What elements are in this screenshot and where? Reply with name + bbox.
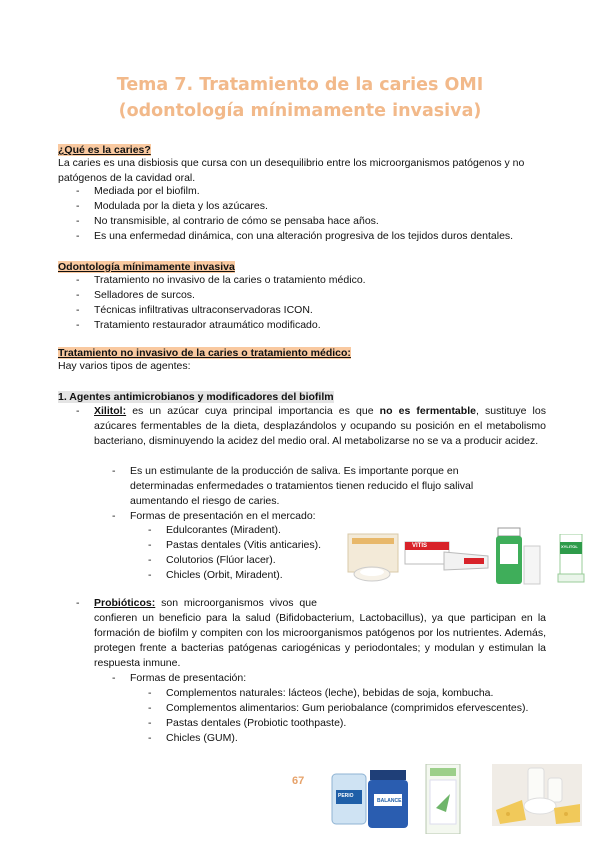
probioticos-point-formas: Formas de presentación: xyxy=(130,672,247,684)
list-item: - Mediada por el biofilm. xyxy=(76,185,200,197)
balance-label: BALANCE xyxy=(377,798,402,804)
xylitol-label: XYLITOL xyxy=(561,544,578,549)
probioticos-first-line xyxy=(94,596,364,611)
omi-list xyxy=(76,273,546,333)
probioticos-text-a: son microorganismos vivos que xyxy=(155,597,317,609)
xilitol-paragraph xyxy=(94,404,546,449)
subheading-agentes xyxy=(58,390,334,405)
xilitol-point-saliva: Es un estimulante de la producción de saliva. Es importante porque en determinadas enfermedades o tratamientos tienen reducido el flujo salival aumentando el riesgo de caries. xyxy=(130,465,474,507)
dairy-products-image xyxy=(492,764,582,826)
sweetener-image xyxy=(346,530,400,584)
probioticos-forms-list xyxy=(148,686,546,746)
list-item: - Modulada por la dieta y los azúcares. xyxy=(76,200,268,212)
chewing-gum-image xyxy=(556,534,586,588)
list-item: - Chicles (Orbit, Miradent). xyxy=(148,569,283,581)
list-item: - Selladores de surcos. xyxy=(76,289,195,301)
list-item: - Pastas dentales (Vitis anticaries). xyxy=(148,539,322,551)
vitis-toothpaste-image xyxy=(404,540,490,574)
xilitol-term: Xilitol: xyxy=(94,405,127,417)
dash-marker: - xyxy=(112,510,116,522)
dash-marker: - xyxy=(112,672,116,684)
agentes-intro: Hay varios tipos de agentes: xyxy=(58,360,191,372)
mouthwash-image xyxy=(494,526,542,586)
gum-periobalance-image xyxy=(330,768,410,832)
xilitol-point-formas: Formas de presentación en el mercado: xyxy=(130,510,316,522)
probioticos-term: Probióticos: xyxy=(94,597,156,609)
list-item: - Tratamiento no invasivo de la caries o tratamiento médico. xyxy=(76,274,366,286)
page-number: 67 xyxy=(292,775,305,787)
list-item: - Técnicas infiltrativas ultraconservadoras ICON. xyxy=(76,304,313,316)
xilitol-text-a: es un azúcar cuya principal importancia es que xyxy=(126,405,380,417)
section-heading-caries-text: ¿Qué es la caries? xyxy=(58,144,151,156)
section-heading-omi-text: Odontología mínimamente invasiva xyxy=(58,261,235,273)
xilitol-bold: no es fermentable xyxy=(379,405,476,417)
list-item: - Es una enfermedad dinámica, con una alteración progresiva de los tejidos duros dentales. xyxy=(76,230,514,242)
list-item: - Colutorios (Flúor lacer). xyxy=(148,554,276,566)
list-item: - Chicles (GUM). xyxy=(148,732,238,744)
dash-marker: - xyxy=(76,405,80,417)
vitis-label: VITIS xyxy=(412,543,428,549)
list-item: - Tratamiento restaurador atraumático modificado. xyxy=(76,319,321,331)
probiotic-toothpaste-image xyxy=(424,764,462,834)
section-heading-tratamiento-text: Tratamiento no invasivo de la caries o tratamiento médico: xyxy=(58,347,351,359)
probioticos-paragraph: confieren un beneficio para la salud (Bifidobacterium, Lactobacillus), ya que participan en la formación de biofilm y compiten con los microorganismos patógenos por los nutrientes. Además, protegen frente a bacterias patógenas cariogénicas y periodontales; y modulan y estimulan la respuesta inmune. xyxy=(94,612,546,669)
perio-label: PERIO xyxy=(338,793,354,799)
dash-marker: - xyxy=(112,465,116,477)
xilitol-text-c: , sustituye los azúcares fermentables de la dieta, desplazándolos y ocupando su posición en el metabolismo bacteriano, disminuyendo la acidez del medio oral. Al metabolizarse no se va a producir acidez. xyxy=(94,405,546,447)
xilitol-forms-list xyxy=(148,523,348,583)
list-item: - Pastas dentales (Probiotic toothpaste). xyxy=(148,717,347,729)
subheading-agentes-text: 1. Agentes antimicrobianos y modificadores del biofilm xyxy=(58,391,334,403)
caries-list xyxy=(76,184,546,244)
list-item: - Edulcorantes (Miradent). xyxy=(148,524,281,536)
list-item: - Complementos alimentarios: Gum periobalance (comprimidos efervescentes). xyxy=(148,702,529,714)
list-item: - Complementos naturales: lácteos (leche), bebidas de soja, kombucha. xyxy=(148,687,494,699)
caries-intro: La caries es una disbiosis que cursa con un desequilibrio entre los microorganismos patógenos y no patógenos de la cavidad oral. xyxy=(58,157,525,184)
dash-marker: - xyxy=(76,597,80,609)
list-item: - No transmisible, al contrario de cómo se pensaba hace años. xyxy=(76,215,379,227)
page-title: Tema 7. Tratamiento de la caries OMI (odontología mínimamente invasiva) xyxy=(116,75,484,121)
